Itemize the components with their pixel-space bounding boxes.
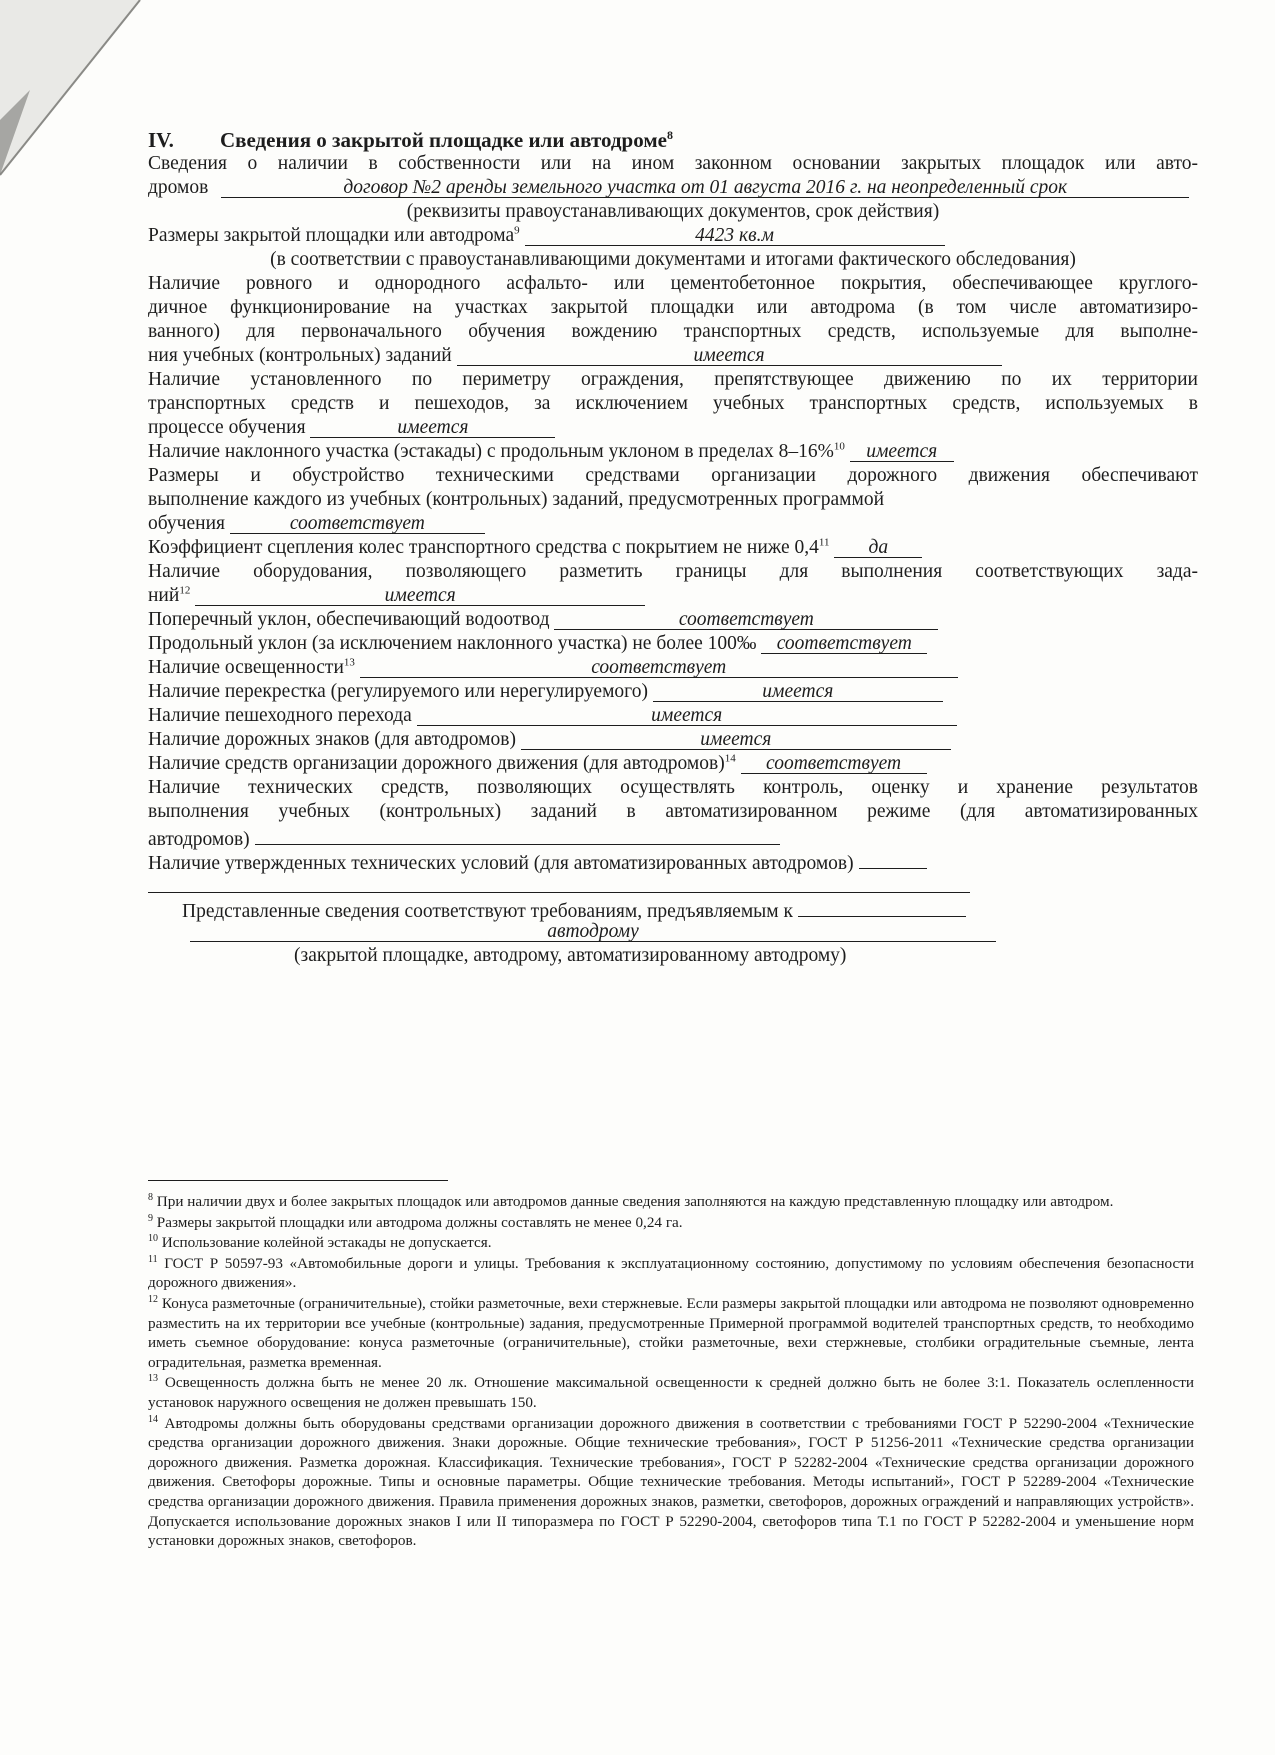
footnote-ref-10: 10 xyxy=(833,440,845,453)
label-crossroad: Наличие перекрестка (регулируемого или нерегулируемого) xyxy=(148,681,648,702)
footnote-10 xyxy=(148,1233,1194,1253)
label-equipment: ний xyxy=(148,585,180,606)
section-title xyxy=(220,128,673,153)
text-line-12 xyxy=(148,416,555,440)
caption-compliance: (закрытой площадке, автодрому, автоматизированному автодрому) xyxy=(294,945,847,966)
field-road-signs[interactable]: имеется xyxy=(521,729,951,750)
footnote-number: 10 xyxy=(148,1233,158,1245)
label-size: Размеры закрытой площадки или автодрома xyxy=(148,225,515,246)
footnote-number: 9 xyxy=(148,1212,153,1224)
footnote-ref-13: 13 xyxy=(343,656,355,669)
caption-size: (в соответствии с правоустанавливающими документами и итогами фактического обследования) xyxy=(270,249,1076,270)
footnote-ref-14: 14 xyxy=(724,752,736,765)
footnote-number: 11 xyxy=(148,1253,158,1265)
caption-title-docs: (реквизиты правоустанавливающих документов, срок действия) xyxy=(406,201,940,222)
label-surface: ния учебных (контрольных) заданий xyxy=(148,345,452,366)
label-long-slope: Продольный уклон (за исключением наклонного участка) не более 100‰ xyxy=(148,633,757,654)
text-line-1: Сведения о наличии в собственности или на ином законном основании закрытых площадок или авто- xyxy=(148,153,1198,174)
footnote-number: 8 xyxy=(148,1191,153,1203)
label-cross-slope: Поперечный уклон, обеспечивающий водоотвод xyxy=(148,609,550,630)
label-automated: автодромов) xyxy=(148,829,250,850)
field-compliance[interactable] xyxy=(798,896,966,917)
footnote-text: ГОСТ Р 50597-93 «Автомобильные дороги и улицы. Требования к эксплуатационному состоянию, допустимому по условиям обеспечения безопасности дорожного движения». xyxy=(148,1254,1194,1292)
field-tech-conditions-cont[interactable] xyxy=(148,872,970,893)
footnote-14 xyxy=(148,1414,1194,1551)
footnote-9 xyxy=(148,1213,1194,1233)
text-line-27: Наличие технических средств, позволяющих осуществлять контроль, оценку и хранение результатов xyxy=(148,777,1198,798)
text-line-19 xyxy=(148,584,645,608)
text-line-28: выполнения учебных (контрольных) заданий в автоматизированном режиме (для автоматизированных xyxy=(148,801,1198,822)
footnote-text: Конуса разметочные (ограничительные), стойки разметочные, вехи стержневые. Если размеры закрытой площадки или автодрома не позволяют одновременно разместить на их территории все учебные (контрольные) задания, предусмотренные Примерной программой водителей транспортных средств, то необходимо иметь съемное оборудование: конуса разметочные (ограничительные), стойки разметочные, вехи стержневые, столбики оградительные съемные, лента оградительная, разметка временная. xyxy=(148,1294,1195,1371)
footnote-text: Автодромы должны быть оборудованы средствами организации дорожного движения в соответствии с требованиями ГОСТ Р 52290-2004 «Технические средства организации дорожного движения. Знаки дорожные. Общие технические требования», ГОСТ Р 51256-2011 «Технические средства организации дорожного движения. Разметка дорожная. Классификация. Технические требования», ГОСТ Р 52282-2004 «Технические средства организации дорожного движения. Светофоры дорожные. Типы и основные параметры. Общие технические требования. Методы испытаний», ГОСТ Р 52289-2004 «Технические средства организации дорожного движения. Правила применения дорожных знаков, разметки, светофоров, дорожных ограждений и направляющих устройств». Допускается использование дорожных знаков I или II типоразмера по ГОСТ Р 52290-2004, светофоров типа Т.1 по ГОСТ Р 52282-2004 и уменьшение норм установки дорожных знаков, светофоров. xyxy=(148,1414,1194,1550)
footnote-text: Использование колейной эстакады не допускается. xyxy=(161,1234,492,1252)
field-compliance-value[interactable]: автодрому xyxy=(190,921,996,942)
section-heading xyxy=(148,128,673,153)
text-line-9 xyxy=(148,344,1002,368)
text-line-25 xyxy=(148,728,951,752)
field-automated[interactable] xyxy=(255,824,780,845)
text-line-7: дичное функционирование на участках закрытой площадки или автодрома (в том числе автоматизиро- xyxy=(148,297,1198,318)
field-lighting[interactable]: соответствует xyxy=(360,657,958,678)
footnote-number: 12 xyxy=(148,1293,158,1305)
label-compliance: Представленные сведения соответствуют требованиям, предъявляемым к xyxy=(182,901,793,922)
text-line-20 xyxy=(148,608,938,632)
text-line-17 xyxy=(148,536,922,560)
footnote-ref-11: 11 xyxy=(818,536,830,549)
field-tech-conditions[interactable] xyxy=(859,848,927,869)
footnote-ref-8: 8 xyxy=(666,128,673,142)
field-cross-slope[interactable]: соответствует xyxy=(554,609,938,630)
label-slope-section: Наличие наклонного участка (эстакады) с продольным уклоном в пределах 8–16% xyxy=(148,441,834,462)
field-crosswalk[interactable]: имеется xyxy=(417,705,957,726)
scan-corner-fold xyxy=(0,0,160,190)
field-equipment[interactable]: имеется xyxy=(195,585,645,606)
label-lighting: Наличие освещенности xyxy=(148,657,344,678)
text-line-2 xyxy=(148,176,1189,200)
footnote-ref-9: 9 xyxy=(514,224,520,237)
text-line-11: транспортных средств и пешеходов, за исключением учебных транспортных средств, используемых в xyxy=(148,393,1198,414)
text-line-18: Наличие оборудования, позволяющего разметить границы для выполнения соответствующих зада- xyxy=(148,561,1198,582)
footnote-ref-12: 12 xyxy=(179,584,191,597)
field-traffic-means[interactable]: соответствует xyxy=(741,753,927,774)
text-line-10: Наличие установленного по периметру ограждения, препятствующее движению по их территории xyxy=(148,369,1198,390)
label-tech-conditions: Наличие утвержденных технических условий (для автоматизированных автодромов) xyxy=(148,853,854,874)
text-line-16 xyxy=(148,512,485,536)
label-training: обучения xyxy=(148,513,225,534)
field-long-slope[interactable]: соответствует xyxy=(761,633,927,654)
text-line-21 xyxy=(148,632,927,656)
label-grip: Коэффициент сцепления колес транспортного средства с покрытием не ниже 0,4 xyxy=(148,537,819,558)
field-training[interactable]: соответствует xyxy=(230,513,485,534)
field-surface[interactable]: имеется xyxy=(457,345,1002,366)
footnote-11 xyxy=(148,1254,1194,1293)
footnote-number: 13 xyxy=(148,1373,158,1385)
section-number: IV. xyxy=(148,128,174,152)
text-line-26 xyxy=(148,752,927,776)
label-traffic-means: Наличие средств организации дорожного движения (для автодромов) xyxy=(148,753,725,774)
text-line-size xyxy=(148,224,945,248)
label-crosswalk: Наличие пешеходного перехода xyxy=(148,705,412,726)
text-line-33 xyxy=(190,920,996,944)
field-fence[interactable]: имеется xyxy=(310,417,555,438)
field-crossroad[interactable]: имеется xyxy=(653,681,943,702)
footnote-separator xyxy=(148,1180,448,1181)
label-fence: процессе обучения xyxy=(148,417,306,438)
footnotes xyxy=(148,1192,1194,1552)
field-slope-section[interactable]: имеется xyxy=(850,441,954,462)
footnote-text: Размеры закрытой площадки или автодрома должны составлять не менее 0,24 га. xyxy=(156,1213,683,1231)
text-line-8: ванного) для первоначального обучения вождению транспортных средств, используемые для выполне- xyxy=(148,321,1198,342)
text-line-14: Размеры и обустройство техническими средствами организации дорожного движения обеспечивают xyxy=(148,465,1198,486)
footnote-12 xyxy=(148,1294,1194,1372)
footnote-text: При наличии двух и более закрытых площадок или автодромов данные сведения заполняются на каждую представленную площадку или автодром. xyxy=(156,1193,1114,1210)
text-line-22 xyxy=(148,656,958,680)
field-size[interactable]: 4423 кв.м xyxy=(525,225,945,246)
text-line-24 xyxy=(148,704,957,728)
label-road-signs: Наличие дорожных знаков (для автодромов) xyxy=(148,729,516,750)
field-title-docs[interactable]: договор №2 аренды земельного участка от 01 августа 2016 г. на неопределенный срок xyxy=(221,177,1189,198)
section-title-text: Сведения о закрытой площадке или автодроме xyxy=(220,128,667,152)
text-line-23 xyxy=(148,680,943,704)
footnote-text: Освещенность должна быть не менее 20 лк. Отношение максимальной освещенности к средней должно быть не более 3:1. Показатель ослепленности установок наружного освещения не должен превышать 150. xyxy=(148,1374,1195,1411)
text-line-15: выполнение каждого из учебных (контрольных) заданий, предусмотренных программой xyxy=(148,489,885,510)
footnote-13 xyxy=(148,1373,1194,1412)
text-line-6: Наличие ровного и однородного асфальто- или цементобетонное покрытия, обеспечивающее круглого- xyxy=(148,273,1198,294)
label-dromov: дромов xyxy=(148,177,209,198)
text-line-13 xyxy=(148,440,954,464)
footnote-number: 14 xyxy=(148,1413,158,1425)
field-grip[interactable]: да xyxy=(834,537,922,558)
footnote-8 xyxy=(148,1192,1194,1212)
